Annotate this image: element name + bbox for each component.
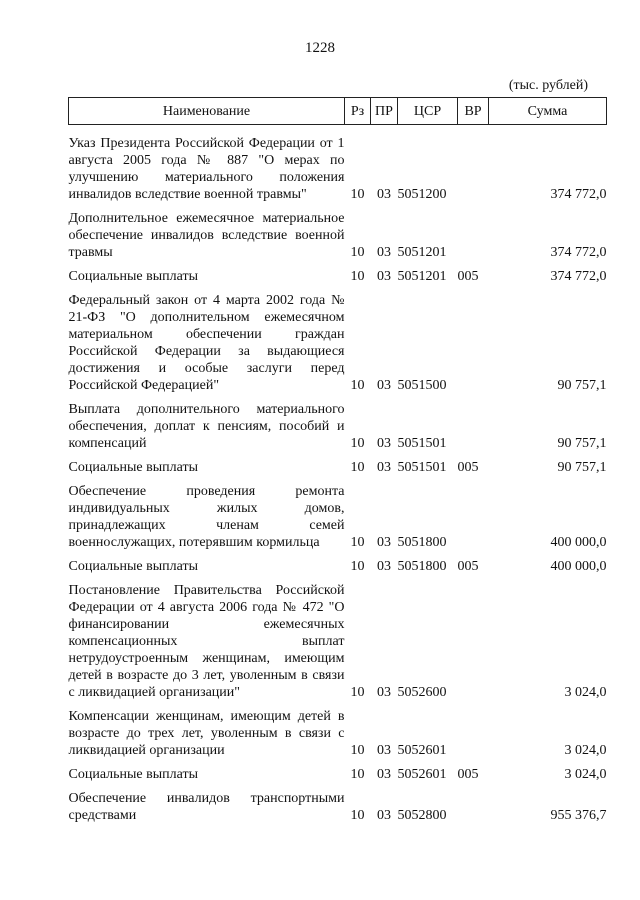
row-vr: 005 <box>457 559 479 574</box>
row-name: Обеспечение проведения ремонта индивидуальных жилых домов, принадлежащих членам семей военнослужащих, потерявшим кормильца <box>68 484 345 550</box>
table-row <box>69 125 607 204</box>
row-rz: 10 <box>350 535 365 550</box>
row-vr <box>458 203 489 261</box>
table-row <box>69 285 607 394</box>
row-pr: 03 <box>377 808 391 823</box>
row-vr <box>458 285 489 394</box>
row-rz: 10 <box>350 743 365 758</box>
row-vr <box>458 394 489 452</box>
row-csr: 5052600 <box>397 685 447 700</box>
row-rz: 10 <box>350 269 365 284</box>
row-vr <box>458 783 489 824</box>
page-number: 1228 <box>305 40 335 56</box>
row-name: Социальные выплаты <box>68 767 199 782</box>
header-csr: ЦСР <box>398 98 458 125</box>
row-pr: 03 <box>377 245 391 260</box>
header-name: Наименование <box>69 98 345 125</box>
row-pr: 03 <box>377 685 391 700</box>
row-rz: 10 <box>350 378 365 393</box>
row-pr: 03 <box>377 767 391 782</box>
row-rz: 10 <box>350 436 365 451</box>
table-row <box>69 551 607 575</box>
row-csr: 5051500 <box>397 378 447 393</box>
row-rz: 10 <box>350 808 365 823</box>
row-name: Дополнительное ежемесячное материальное обеспечение инвалидов вследствие военной травмы <box>68 211 345 260</box>
row-name: Постановление Правительства Российской Федерации от 4 августа 2006 года № 472 "О финансировании ежемесячных компенсационных выплат нетрудоустроенным женщинам, имеющим детей в возрасте до 3 лет, уволенным в связи с ликвидацией организации" <box>68 583 345 700</box>
row-csr: 5052601 <box>397 767 447 782</box>
row-rz: 10 <box>350 767 365 782</box>
row-sum: 955 376,7 <box>550 808 607 823</box>
row-vr: 005 <box>457 767 479 782</box>
row-rz: 10 <box>350 559 365 574</box>
row-vr: 005 <box>457 269 479 284</box>
header-pr: ПР <box>371 98 398 125</box>
row-rz: 10 <box>350 460 365 475</box>
row-pr: 03 <box>377 436 391 451</box>
row-sum: 374 772,0 <box>550 245 607 260</box>
row-vr: 005 <box>457 460 479 475</box>
row-pr: 03 <box>377 269 391 284</box>
row-csr: 5051501 <box>397 460 447 475</box>
table-row <box>69 476 607 551</box>
row-sum: 3 024,0 <box>564 743 607 758</box>
row-pr: 03 <box>377 535 391 550</box>
row-name: Социальные выплаты <box>68 460 199 475</box>
row-pr: 03 <box>377 559 391 574</box>
row-name: Социальные выплаты <box>68 559 199 574</box>
row-name: Социальные выплаты <box>68 269 199 284</box>
row-csr: 5052800 <box>397 808 447 823</box>
row-vr <box>458 476 489 551</box>
table-row <box>69 261 607 285</box>
row-vr <box>458 125 489 204</box>
row-csr: 5051800 <box>397 535 447 550</box>
row-name: Федеральный закон от 4 марта 2002 года № 21-ФЗ "О дополнительном ежемесячном материальном обеспечении граждан Российской Федерации за выдающиеся достижения и особые заслуги перед Российской Федерацией" <box>68 293 345 393</box>
table-row <box>69 759 607 783</box>
row-name: Указ Президента Российской Федерации от 1 августа 2005 года № 887 "О мерах по улучшению материального положения инвалидов вследствие военной травмы" <box>68 136 345 202</box>
row-name: Компенсации женщинам, имеющим детей в возрасте до трех лет, уволенным в связи с ликвидацией организации <box>68 709 345 758</box>
row-name: Обеспечение инвалидов транспортными средствами <box>68 791 345 823</box>
row-vr <box>458 701 489 759</box>
row-sum: 90 757,1 <box>557 460 607 475</box>
table-row <box>69 394 607 452</box>
row-sum: 90 757,1 <box>557 436 607 451</box>
row-sum: 3 024,0 <box>564 767 607 782</box>
row-sum: 400 000,0 <box>550 535 607 550</box>
row-rz: 10 <box>350 685 365 700</box>
table-row <box>69 203 607 261</box>
row-csr: 5051200 <box>397 187 447 202</box>
row-vr <box>458 575 489 701</box>
table-row <box>69 783 607 824</box>
row-pr: 03 <box>377 743 391 758</box>
row-rz: 10 <box>350 245 365 260</box>
header-rz: Рз <box>345 98 371 125</box>
row-rz: 10 <box>350 187 365 202</box>
row-pr: 03 <box>377 187 391 202</box>
budget-table <box>68 97 607 824</box>
table-row <box>69 701 607 759</box>
table-row <box>69 452 607 476</box>
row-sum: 400 000,0 <box>550 559 607 574</box>
row-pr: 03 <box>377 378 391 393</box>
header-vr: ВР <box>458 98 489 125</box>
row-sum: 374 772,0 <box>550 187 607 202</box>
row-csr: 5052601 <box>397 743 447 758</box>
row-name: Выплата дополнительного материального обеспечения, доплат к пенсиям, пособий и компенсаций <box>68 402 345 451</box>
row-pr: 03 <box>377 460 391 475</box>
table-row <box>69 575 607 701</box>
row-csr: 5051201 <box>397 245 447 260</box>
row-sum: 3 024,0 <box>564 685 607 700</box>
row-csr: 5051800 <box>397 559 447 574</box>
table-header-row <box>69 98 607 125</box>
row-csr: 5051501 <box>397 436 447 451</box>
row-csr: 5051201 <box>397 269 447 284</box>
unit-note: (тыс. рублей) <box>508 78 588 93</box>
header-sum: Сумма <box>489 98 607 125</box>
row-sum: 374 772,0 <box>550 269 607 284</box>
row-sum: 90 757,1 <box>557 378 607 393</box>
